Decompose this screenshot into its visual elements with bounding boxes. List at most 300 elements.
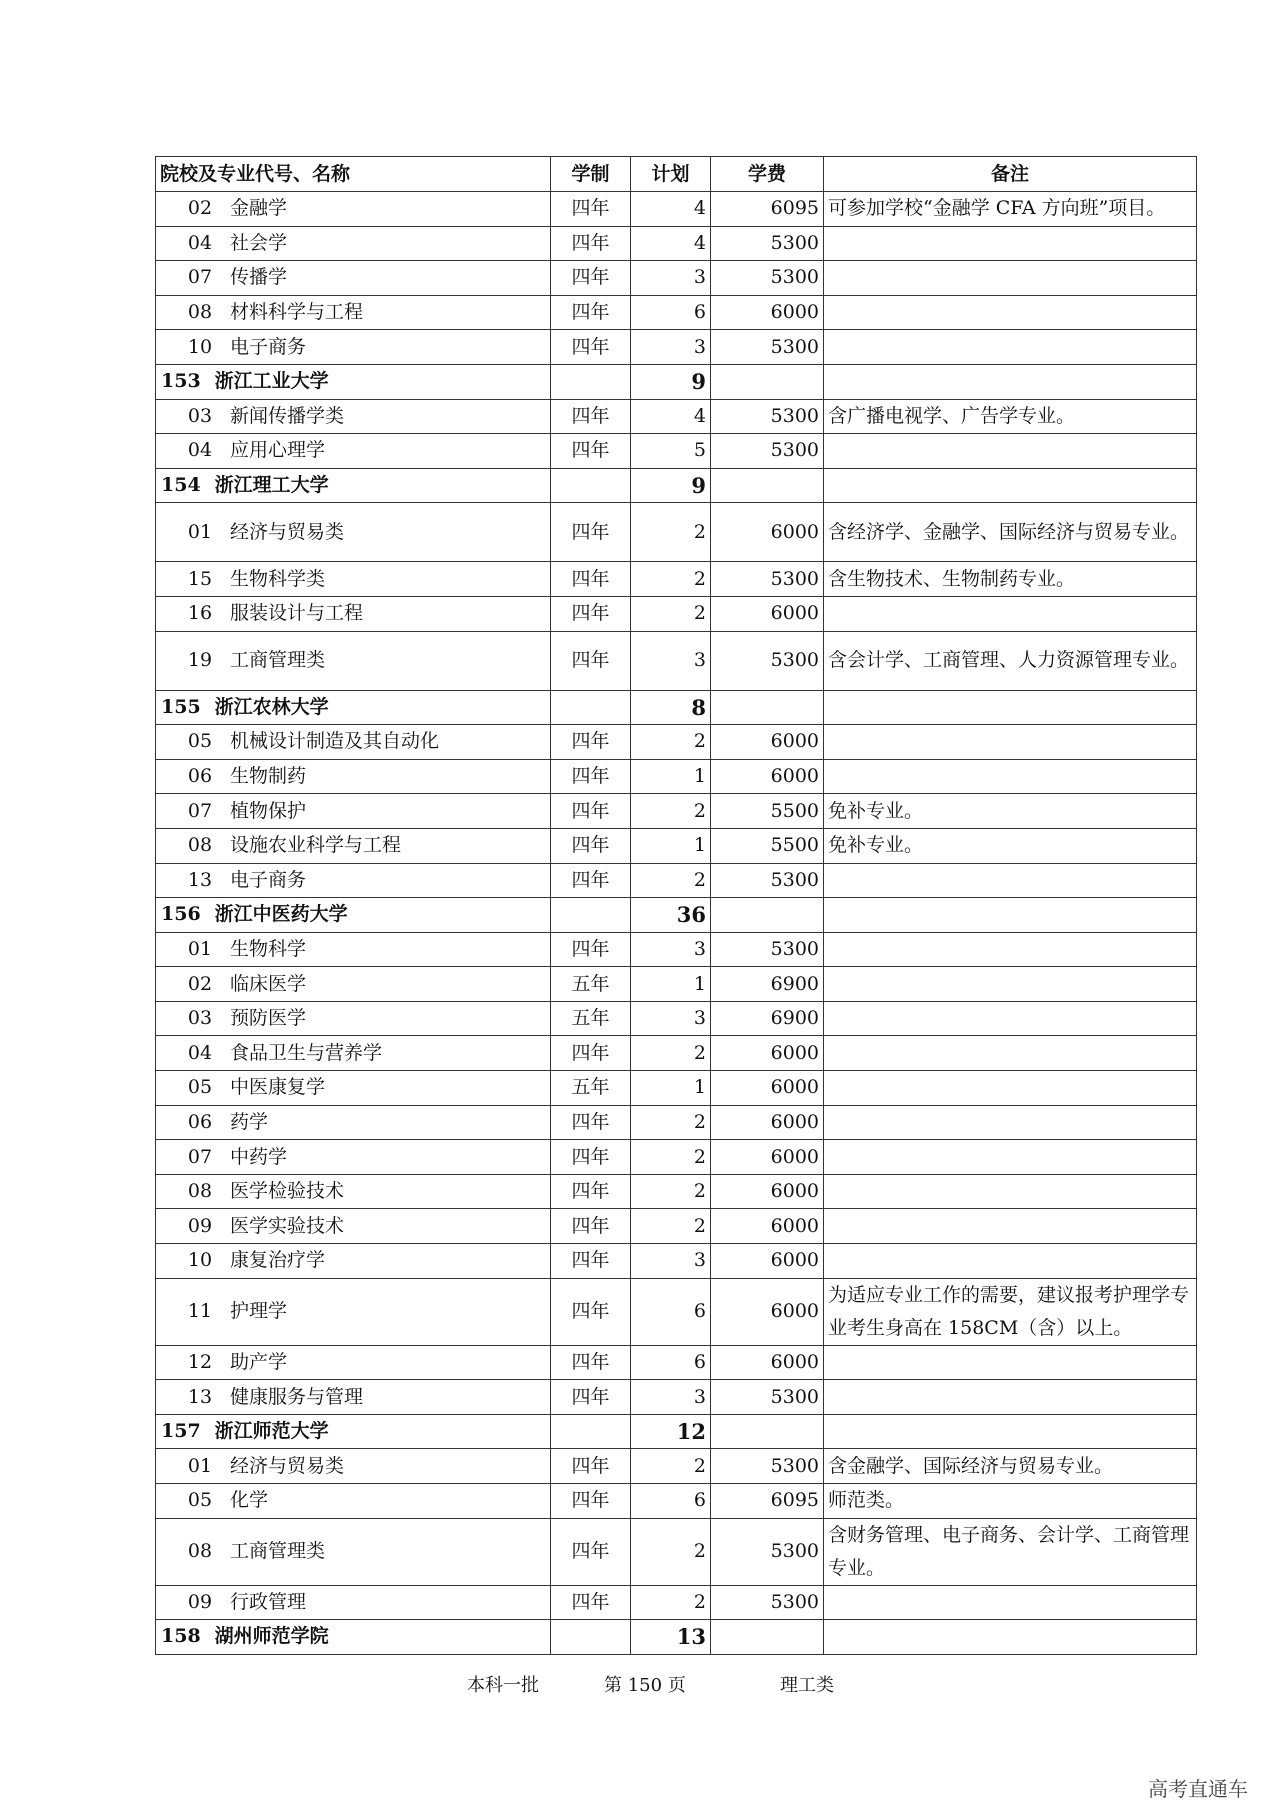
note-cell bbox=[824, 898, 1197, 933]
major-row bbox=[156, 725, 1197, 760]
plan-cell: 6 bbox=[631, 1278, 711, 1345]
major-name: 药学 bbox=[230, 1110, 269, 1133]
major-cell bbox=[156, 1449, 551, 1484]
major-cell bbox=[156, 794, 551, 829]
university-code: 153 bbox=[161, 370, 201, 393]
plan-cell: 2 bbox=[631, 1174, 711, 1209]
major-cell bbox=[156, 330, 551, 365]
note-cell bbox=[824, 1140, 1197, 1175]
fee-cell: 5300 bbox=[711, 399, 824, 434]
fee-cell: 6000 bbox=[711, 295, 824, 330]
years-cell: 四年 bbox=[551, 1209, 631, 1244]
major-name: 工商管理类 bbox=[230, 1540, 326, 1563]
major-row bbox=[156, 399, 1197, 434]
plan-cell: 3 bbox=[631, 1001, 711, 1036]
university-cell bbox=[156, 898, 551, 933]
plan-cell: 3 bbox=[631, 1380, 711, 1415]
major-name: 康复治疗学 bbox=[230, 1249, 326, 1272]
major-cell bbox=[156, 1518, 551, 1585]
years-cell: 四年 bbox=[551, 1278, 631, 1345]
major-cell bbox=[156, 562, 551, 597]
note-cell bbox=[824, 1071, 1197, 1106]
note-cell bbox=[824, 295, 1197, 330]
major-row bbox=[156, 1174, 1197, 1209]
plan-cell: 36 bbox=[631, 898, 711, 933]
major-row bbox=[156, 1449, 1197, 1484]
fee-cell: 6000 bbox=[711, 1278, 824, 1345]
major-name: 经济与贸易类 bbox=[230, 520, 345, 543]
university-row bbox=[156, 1620, 1197, 1655]
plan-cell: 2 bbox=[631, 562, 711, 597]
major-cell bbox=[156, 1585, 551, 1620]
major-row bbox=[156, 1209, 1197, 1244]
years-cell: 四年 bbox=[551, 562, 631, 597]
major-code: 02 bbox=[187, 972, 213, 995]
fee-cell: 6000 bbox=[711, 1244, 824, 1279]
major-cell bbox=[156, 1345, 551, 1380]
major-name: 护理学 bbox=[230, 1300, 288, 1323]
plan-cell: 5 bbox=[631, 434, 711, 469]
fee-cell bbox=[711, 468, 824, 503]
major-code: 04 bbox=[187, 1041, 213, 1064]
major-code: 12 bbox=[187, 1350, 213, 1373]
years-cell: 四年 bbox=[551, 1105, 631, 1140]
plan-cell: 2 bbox=[631, 1036, 711, 1071]
major-name: 预防医学 bbox=[230, 1007, 307, 1030]
fee-cell: 5300 bbox=[711, 1380, 824, 1415]
note-cell: 为适应专业工作的需要，建议报考护理学专业考生身高在 158CM（含）以上。 bbox=[824, 1278, 1197, 1345]
plan-cell: 6 bbox=[631, 1345, 711, 1380]
years-cell: 四年 bbox=[551, 330, 631, 365]
major-name: 材料科学与工程 bbox=[230, 301, 364, 324]
major-code: 19 bbox=[187, 649, 213, 672]
major-cell bbox=[156, 503, 551, 562]
major-code: 03 bbox=[187, 404, 213, 427]
major-cell bbox=[156, 1244, 551, 1279]
major-row bbox=[156, 261, 1197, 296]
note-cell: 免补专业。 bbox=[824, 794, 1197, 829]
major-row bbox=[156, 1518, 1197, 1585]
plan-cell: 3 bbox=[631, 631, 711, 690]
years-cell bbox=[551, 898, 631, 933]
years-cell: 四年 bbox=[551, 295, 631, 330]
major-code: 01 bbox=[187, 937, 213, 960]
university-cell bbox=[156, 468, 551, 503]
plan-cell: 4 bbox=[631, 399, 711, 434]
university-code: 155 bbox=[161, 695, 201, 718]
fee-cell bbox=[711, 364, 824, 399]
years-cell: 五年 bbox=[551, 967, 631, 1002]
plan-cell: 3 bbox=[631, 330, 711, 365]
major-row bbox=[156, 330, 1197, 365]
major-name: 电子商务 bbox=[230, 868, 307, 891]
major-cell bbox=[156, 967, 551, 1002]
footer-category: 理工类 bbox=[780, 1675, 834, 1696]
major-code: 10 bbox=[187, 1249, 213, 1272]
years-cell: 四年 bbox=[551, 596, 631, 631]
major-name: 工商管理类 bbox=[230, 649, 326, 672]
years-cell: 四年 bbox=[551, 1585, 631, 1620]
note-cell: 含会计学、工商管理、人力资源管理专业。 bbox=[824, 631, 1197, 690]
note-cell: 可参加学校“金融学 CFA 方向班”项目。 bbox=[824, 192, 1197, 227]
major-row bbox=[156, 1484, 1197, 1519]
note-cell bbox=[824, 725, 1197, 760]
note-cell bbox=[824, 863, 1197, 898]
plan-cell: 2 bbox=[631, 1209, 711, 1244]
major-row bbox=[156, 596, 1197, 631]
fee-cell: 5300 bbox=[711, 932, 824, 967]
plan-cell: 1 bbox=[631, 759, 711, 794]
major-code: 06 bbox=[187, 1110, 213, 1133]
note-cell: 含经济学、金融学、国际经济与贸易专业。 bbox=[824, 503, 1197, 562]
fee-cell: 5300 bbox=[711, 1585, 824, 1620]
plan-cell: 4 bbox=[631, 226, 711, 261]
note-cell: 含财务管理、电子商务、会计学、工商管理专业。 bbox=[824, 1518, 1197, 1585]
years-cell bbox=[551, 1414, 631, 1449]
plan-cell: 2 bbox=[631, 863, 711, 898]
fee-cell bbox=[711, 1414, 824, 1449]
fee-cell: 6095 bbox=[711, 192, 824, 227]
major-row bbox=[156, 1345, 1197, 1380]
years-cell: 四年 bbox=[551, 828, 631, 863]
years-cell: 四年 bbox=[551, 932, 631, 967]
note-cell bbox=[824, 1585, 1197, 1620]
years-cell: 四年 bbox=[551, 1449, 631, 1484]
note-cell: 含金融学、国际经济与贸易专业。 bbox=[824, 1449, 1197, 1484]
major-cell bbox=[156, 192, 551, 227]
note-cell bbox=[824, 1414, 1197, 1449]
university-code: 154 bbox=[161, 474, 201, 497]
major-name: 机械设计制造及其自动化 bbox=[230, 730, 440, 753]
fee-cell: 6000 bbox=[711, 1140, 824, 1175]
table-header-row bbox=[156, 157, 1197, 192]
fee-cell: 6000 bbox=[711, 1174, 824, 1209]
fee-cell: 6000 bbox=[711, 1036, 824, 1071]
major-name: 设施农业科学与工程 bbox=[230, 834, 402, 857]
major-code: 07 bbox=[187, 1145, 213, 1168]
years-cell: 四年 bbox=[551, 261, 631, 296]
major-row bbox=[156, 759, 1197, 794]
major-row bbox=[156, 192, 1197, 227]
fee-cell: 6900 bbox=[711, 967, 824, 1002]
plan-cell: 1 bbox=[631, 967, 711, 1002]
major-cell bbox=[156, 1209, 551, 1244]
fee-cell: 5300 bbox=[711, 330, 824, 365]
plan-cell: 9 bbox=[631, 364, 711, 399]
note-cell bbox=[824, 261, 1197, 296]
major-cell bbox=[156, 1140, 551, 1175]
major-row bbox=[156, 295, 1197, 330]
major-name: 中药学 bbox=[230, 1145, 288, 1168]
major-cell bbox=[156, 1380, 551, 1415]
fee-cell bbox=[711, 1620, 824, 1655]
major-name: 金融学 bbox=[230, 197, 288, 220]
major-name: 经济与贸易类 bbox=[230, 1454, 345, 1477]
major-name: 生物科学 bbox=[230, 937, 307, 960]
university-row bbox=[156, 898, 1197, 933]
major-row bbox=[156, 1001, 1197, 1036]
years-cell bbox=[551, 364, 631, 399]
years-cell: 四年 bbox=[551, 192, 631, 227]
major-row bbox=[156, 1244, 1197, 1279]
fee-cell: 5500 bbox=[711, 794, 824, 829]
major-name: 临床医学 bbox=[230, 972, 307, 995]
major-name: 电子商务 bbox=[230, 335, 307, 358]
plan-cell: 2 bbox=[631, 1105, 711, 1140]
university-row bbox=[156, 690, 1197, 725]
plan-cell: 6 bbox=[631, 295, 711, 330]
plan-cell: 3 bbox=[631, 261, 711, 296]
university-name: 湖州师范学院 bbox=[214, 1625, 329, 1648]
university-code: 158 bbox=[161, 1625, 201, 1648]
years-cell: 四年 bbox=[551, 226, 631, 261]
header-note: 备注 bbox=[824, 157, 1197, 192]
fee-cell: 6000 bbox=[711, 759, 824, 794]
major-name: 助产学 bbox=[230, 1350, 288, 1373]
note-cell: 含广播电视学、广告学专业。 bbox=[824, 399, 1197, 434]
fee-cell: 5300 bbox=[711, 1518, 824, 1585]
plan-cell: 1 bbox=[631, 828, 711, 863]
note-cell bbox=[824, 967, 1197, 1002]
plan-cell: 4 bbox=[631, 192, 711, 227]
major-row bbox=[156, 631, 1197, 690]
major-name: 行政管理 bbox=[230, 1590, 307, 1613]
years-cell: 四年 bbox=[551, 863, 631, 898]
fee-cell: 6000 bbox=[711, 1105, 824, 1140]
fee-cell: 5300 bbox=[711, 562, 824, 597]
fee-cell: 5300 bbox=[711, 261, 824, 296]
fee-cell: 6000 bbox=[711, 596, 824, 631]
years-cell: 四年 bbox=[551, 399, 631, 434]
major-name: 植物保护 bbox=[230, 799, 307, 822]
major-name: 服装设计与工程 bbox=[230, 602, 364, 625]
note-cell bbox=[824, 1209, 1197, 1244]
note-cell bbox=[824, 1036, 1197, 1071]
note-cell bbox=[824, 596, 1197, 631]
major-code: 01 bbox=[187, 1454, 213, 1477]
major-name: 医学实验技术 bbox=[230, 1214, 345, 1237]
plan-cell: 3 bbox=[631, 1244, 711, 1279]
major-cell bbox=[156, 1278, 551, 1345]
years-cell: 四年 bbox=[551, 1140, 631, 1175]
note-cell bbox=[824, 1345, 1197, 1380]
note-cell bbox=[824, 1620, 1197, 1655]
note-cell bbox=[824, 932, 1197, 967]
major-row bbox=[156, 828, 1197, 863]
major-cell bbox=[156, 1174, 551, 1209]
major-row bbox=[156, 1585, 1197, 1620]
major-row bbox=[156, 1380, 1197, 1415]
years-cell: 四年 bbox=[551, 1036, 631, 1071]
major-cell bbox=[156, 399, 551, 434]
major-cell bbox=[156, 725, 551, 760]
major-name: 生物制药 bbox=[230, 765, 307, 788]
university-cell bbox=[156, 1414, 551, 1449]
plan-cell: 1 bbox=[631, 1071, 711, 1106]
plan-cell: 2 bbox=[631, 1585, 711, 1620]
major-row bbox=[156, 932, 1197, 967]
university-name: 浙江中医药大学 bbox=[214, 903, 348, 926]
major-row bbox=[156, 434, 1197, 469]
university-cell bbox=[156, 364, 551, 399]
plan-cell: 2 bbox=[631, 503, 711, 562]
plan-cell: 8 bbox=[631, 690, 711, 725]
years-cell bbox=[551, 690, 631, 725]
university-row bbox=[156, 364, 1197, 399]
header-name: 院校及专业代号、名称 bbox=[156, 157, 551, 192]
fee-cell bbox=[711, 690, 824, 725]
major-name: 健康服务与管理 bbox=[230, 1385, 364, 1408]
major-cell bbox=[156, 932, 551, 967]
major-row bbox=[156, 226, 1197, 261]
plan-cell: 3 bbox=[631, 932, 711, 967]
major-row bbox=[156, 967, 1197, 1002]
fee-cell: 5300 bbox=[711, 863, 824, 898]
plan-cell: 2 bbox=[631, 794, 711, 829]
fee-cell: 6000 bbox=[711, 1345, 824, 1380]
major-code: 15 bbox=[187, 567, 213, 590]
years-cell: 四年 bbox=[551, 1518, 631, 1585]
major-cell bbox=[156, 261, 551, 296]
header-years: 学制 bbox=[551, 157, 631, 192]
university-cell bbox=[156, 690, 551, 725]
major-row bbox=[156, 1140, 1197, 1175]
major-code: 16 bbox=[187, 602, 213, 625]
plan-cell: 2 bbox=[631, 1518, 711, 1585]
watermark: 高考直通车 bbox=[1148, 1777, 1248, 1801]
major-name: 中医康复学 bbox=[230, 1076, 326, 1099]
plan-cell: 2 bbox=[631, 1449, 711, 1484]
major-cell bbox=[156, 596, 551, 631]
fee-cell: 5500 bbox=[711, 828, 824, 863]
major-row bbox=[156, 1105, 1197, 1140]
note-cell: 师范类。 bbox=[824, 1484, 1197, 1519]
note-cell bbox=[824, 1105, 1197, 1140]
major-row bbox=[156, 562, 1197, 597]
years-cell: 四年 bbox=[551, 1174, 631, 1209]
years-cell: 四年 bbox=[551, 631, 631, 690]
years-cell: 五年 bbox=[551, 1071, 631, 1106]
years-cell: 四年 bbox=[551, 1345, 631, 1380]
note-cell bbox=[824, 1380, 1197, 1415]
major-code: 13 bbox=[187, 868, 213, 891]
major-row bbox=[156, 1278, 1197, 1345]
note-cell bbox=[824, 364, 1197, 399]
note-cell bbox=[824, 1174, 1197, 1209]
major-row bbox=[156, 863, 1197, 898]
major-code: 04 bbox=[187, 231, 213, 254]
fee-cell: 6095 bbox=[711, 1484, 824, 1519]
fee-cell: 6000 bbox=[711, 725, 824, 760]
major-row bbox=[156, 794, 1197, 829]
major-cell bbox=[156, 1484, 551, 1519]
years-cell: 四年 bbox=[551, 725, 631, 760]
fee-cell: 5300 bbox=[711, 631, 824, 690]
major-cell bbox=[156, 759, 551, 794]
university-row bbox=[156, 468, 1197, 503]
footer-page-number: 第 150 页 bbox=[604, 1675, 686, 1696]
years-cell: 四年 bbox=[551, 1484, 631, 1519]
major-row bbox=[156, 503, 1197, 562]
major-code: 05 bbox=[187, 1076, 213, 1099]
note-cell bbox=[824, 468, 1197, 503]
fee-cell: 5300 bbox=[711, 226, 824, 261]
footer-batch: 本科一批 bbox=[467, 1675, 539, 1696]
note-cell bbox=[824, 1001, 1197, 1036]
major-name: 化学 bbox=[230, 1489, 269, 1512]
plan-cell: 2 bbox=[631, 1140, 711, 1175]
major-name: 应用心理学 bbox=[230, 439, 326, 462]
major-code: 09 bbox=[187, 1590, 213, 1613]
years-cell: 四年 bbox=[551, 794, 631, 829]
major-code: 06 bbox=[187, 765, 213, 788]
major-code: 05 bbox=[187, 730, 213, 753]
years-cell bbox=[551, 1620, 631, 1655]
major-cell bbox=[156, 863, 551, 898]
plan-cell: 2 bbox=[631, 725, 711, 760]
plan-cell: 6 bbox=[631, 1484, 711, 1519]
fee-cell: 6000 bbox=[711, 503, 824, 562]
major-row bbox=[156, 1071, 1197, 1106]
major-cell bbox=[156, 1001, 551, 1036]
university-name: 浙江理工大学 bbox=[214, 474, 329, 497]
fee-cell: 6900 bbox=[711, 1001, 824, 1036]
major-name: 食品卫生与营养学 bbox=[230, 1041, 383, 1064]
years-cell: 四年 bbox=[551, 1244, 631, 1279]
major-cell bbox=[156, 1071, 551, 1106]
note-cell bbox=[824, 1244, 1197, 1279]
major-code: 05 bbox=[187, 1489, 213, 1512]
header-plan: 计划 bbox=[631, 157, 711, 192]
plan-cell: 13 bbox=[631, 1620, 711, 1655]
years-cell: 四年 bbox=[551, 1380, 631, 1415]
university-name: 浙江工业大学 bbox=[214, 370, 329, 393]
major-code: 08 bbox=[187, 834, 213, 857]
major-cell bbox=[156, 1105, 551, 1140]
years-cell: 五年 bbox=[551, 1001, 631, 1036]
note-cell: 免补专业。 bbox=[824, 828, 1197, 863]
university-code: 156 bbox=[161, 903, 201, 926]
years-cell bbox=[551, 468, 631, 503]
header-fee: 学费 bbox=[711, 157, 824, 192]
fee-cell: 5300 bbox=[711, 434, 824, 469]
major-code: 03 bbox=[187, 1007, 213, 1030]
major-code: 08 bbox=[187, 301, 213, 324]
note-cell bbox=[824, 226, 1197, 261]
major-code: 02 bbox=[187, 197, 213, 220]
major-cell bbox=[156, 226, 551, 261]
major-code: 07 bbox=[187, 266, 213, 289]
years-cell: 四年 bbox=[551, 759, 631, 794]
university-row bbox=[156, 1414, 1197, 1449]
major-name: 生物科学类 bbox=[230, 567, 326, 590]
major-code: 13 bbox=[187, 1385, 213, 1408]
major-code: 11 bbox=[187, 1300, 213, 1323]
major-name: 社会学 bbox=[230, 231, 288, 254]
fee-cell: 5300 bbox=[711, 1449, 824, 1484]
plan-cell: 2 bbox=[631, 596, 711, 631]
note-cell bbox=[824, 330, 1197, 365]
major-code: 08 bbox=[187, 1540, 213, 1563]
plan-cell: 9 bbox=[631, 468, 711, 503]
major-code: 10 bbox=[187, 335, 213, 358]
university-name: 浙江农林大学 bbox=[214, 695, 329, 718]
major-cell bbox=[156, 1036, 551, 1071]
major-cell bbox=[156, 434, 551, 469]
note-cell bbox=[824, 759, 1197, 794]
university-code: 157 bbox=[161, 1420, 201, 1443]
note-cell bbox=[824, 690, 1197, 725]
